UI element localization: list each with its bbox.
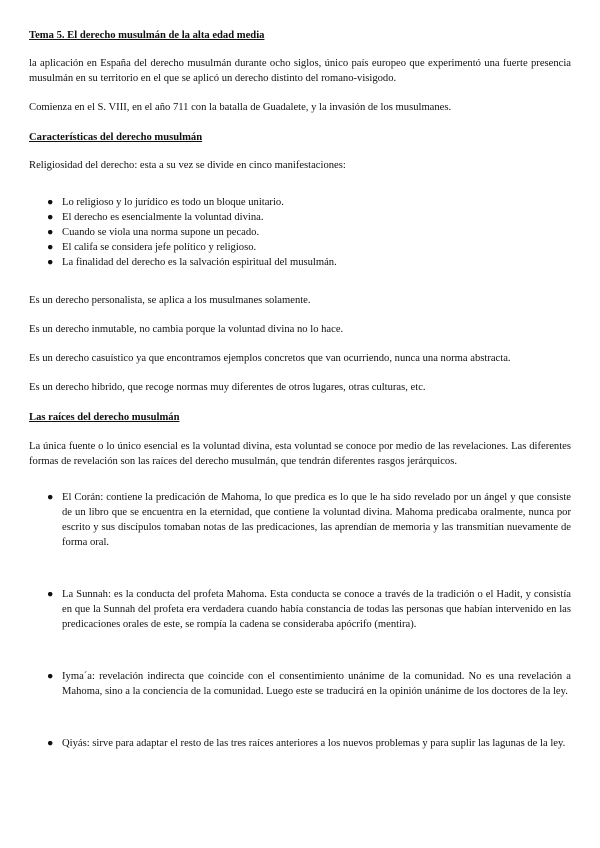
- trait-personalista: Es un derecho personalista, se aplica a los musulmanes solamente.: [29, 295, 311, 306]
- list-item: ● Cuando se viola una norma supone un pecado.: [47, 227, 260, 238]
- roots-lead: La única fuente o lo único esencial es la voluntad divina, esta voluntad se conoce por medio de las revelaciones. Las diferentes formas de revelación son las raíces del derecho musulmán, que tendrán diferentes rasgos jerárquicos.: [29, 441, 571, 467]
- bullet-icon: ●: [47, 492, 54, 503]
- trait-hibrido: Es un derecho hibrido, que recoge normas muy diferentes de otros lugares, otras culturas, etc.: [29, 382, 426, 393]
- list-item: ● Lo religioso y lo jurídico es todo un bloque unitario.: [47, 197, 284, 208]
- bullet-icon: ●: [47, 738, 54, 749]
- list-item-sunnah: ● La Sunnah: es la conducta del profeta Mahoma. Esta conducta se conoce a través de la tradición o el Hadit, y consistía en que la Sunnah del profeta era verdadera cuando había constancia de todas las personas que habían intervenido en las predicaciones orales de este, se rompía la cadena se consideraba apócrifo (mentira).: [47, 589, 571, 630]
- section-heading-characteristics: Características del derecho musulmán: [29, 132, 203, 143]
- list-item-iymaa: ● Iyma´a: revelación indirecta que coincide con el consentimiento unánime de la comunidad. No es una revelación a Mahoma, sino a la conciencia de la comunidad. Luego este se traducirá en la opinión unánime de los doctores de la ley.: [47, 671, 571, 697]
- document-title: Tema 5. El derecho musulmán de la alta edad media: [29, 30, 265, 41]
- list-item: ● El derecho es esencialmente la voluntad divina.: [47, 212, 264, 223]
- trait-casuistico: Es un derecho casuístico ya que encontramos ejemplos concretos que van ocurriendo, nunca una norma abstracta.: [29, 353, 511, 364]
- bullet-icon: ●: [47, 197, 54, 208]
- section-heading-roots: Las raíces del derecho musulmán: [29, 412, 180, 423]
- bullet-icon: ●: [47, 242, 54, 253]
- list-item-qiyas: ● Qiyás: sirve para adaptar el resto de las tres raíces anteriores a los nuevos problemas y para suplir las lagunas de la ley.: [47, 738, 566, 749]
- bullet-icon: ●: [47, 257, 54, 268]
- bullet-icon: ●: [47, 212, 54, 223]
- bullet-icon: ●: [47, 589, 54, 600]
- religiosity-list: [29, 195, 571, 270]
- religiosity-lead: Religiosidad del derecho: esta a su vez se divide en cinco manifestaciones:: [29, 160, 346, 171]
- intro-paragraph: la aplicación en España del derecho musulmán durante ocho siglos, único país europeo que experimentó una fuerte presencia musulmán en su territorio en el que se aplicó un derecho distinto del romano-visigodo.: [29, 58, 571, 84]
- bullet-icon: ●: [47, 227, 54, 238]
- bullet-icon: ●: [47, 671, 54, 682]
- start-paragraph: Comienza en el S. VIII, en el año 711 con la batalla de Guadalete, y la invasión de los musulmanes.: [29, 102, 452, 113]
- list-item: ● El califa se considera jefe político y religioso.: [47, 242, 257, 253]
- trait-inmutable: Es un derecho inmutable, no cambia porque la voluntad divina no lo hace.: [29, 324, 344, 335]
- roots-list: [29, 490, 571, 751]
- list-item-coran: ● El Corán: contiene la predicación de Mahoma, lo que predica es lo que le ha sido revelado por un ángel y que consiste de un libro que se encuentra en la eternidad, que contiene la voluntad divina. Mahoma predicaba oralmente, nunca por escrito y sus discípulos tomaban notas de las predicaciones, las aprendían de memoria y las transmitían nuevamente de forma oral.: [47, 492, 571, 548]
- list-item: ● La finalidad del derecho es la salvación espiritual del musulmán.: [47, 257, 337, 268]
